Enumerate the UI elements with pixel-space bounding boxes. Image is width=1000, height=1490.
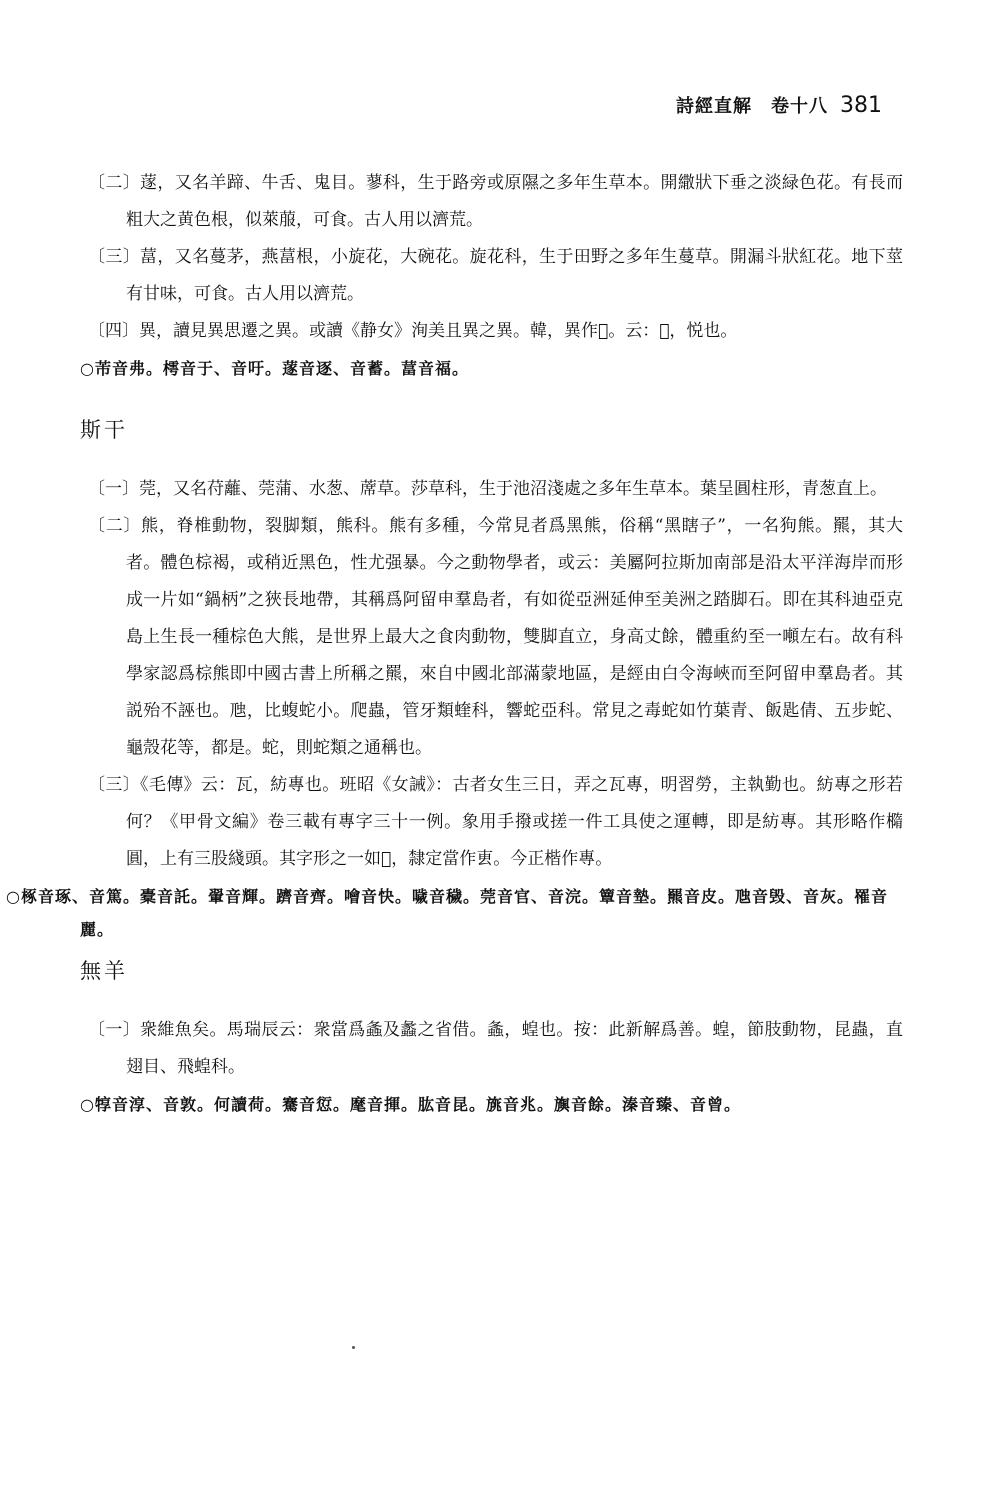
- note-text: 衆維魚矣。馬瑞辰云：衆當爲螽及蠡之省借。螽，蝗也。按：此新解爲善。蝗，節肢動物，昆蟲，直翅目、飛蝗科。: [126, 1020, 904, 1077]
- note-number: 〔一〕: [88, 479, 139, 499]
- note-text: 異，讀見異思遷之異。或讀《静女》洵美且異之異。韓，異作𢡺。云：𢡺，悦也。: [139, 321, 738, 341]
- note-item: [88, 767, 903, 878]
- pronunciation-line: ○椓音琢、音篤。橐音託。翬音輝。躋音齊。噲音快。噦音穢。莞音官、音浣。簟音墊。羆音皮。虺音毁、音灰。罹音麗。: [6, 887, 888, 939]
- note-text: 《毛傳》云：瓦，紡專也。班昭《女誡》：古者女生三日，弄之瓦專，明習勞，主執勤也。紡專之形若何？《甲骨文編》卷三載有專字三十一例。象用手撥或搓一件工具使之運轉，即是紡專。其形略作橢圓，上有三股綫頭。其字形之一如: [126, 775, 904, 869]
- note-item: [88, 471, 903, 508]
- oracle-bone-glyph: 𢼸: [381, 849, 392, 869]
- note-number: 〔一〕: [88, 1020, 141, 1040]
- note-number: 〔三〕: [88, 775, 141, 795]
- scan-speck: [352, 1346, 355, 1349]
- section-title-sigan: 斯干: [80, 418, 128, 442]
- note-number: 〔三〕: [88, 247, 141, 267]
- note-number: 〔二〕: [88, 173, 141, 193]
- note-text: 熊，脊椎動物，裂脚類，熊科。熊有多種，今常見者爲黑熊，俗稱“黑瞎子”，一名狗熊。羆，其大者。體色棕褐，或稍近黑色，性尤强暴。今之動物學者，或云：美屬阿拉斯加南部是沿太平洋海岸而形成一片如“鍋柄”之狹長地帶，其稱爲阿留申羣島者，有如從亞洲延伸至美洲之踏脚石。即在其科迪亞克島上生長一種棕色大熊，是世界上最大之食肉動物，雙脚直立，身高丈餘，體重約至一噸左右。故有科學家認爲棕熊即中國古書上所稱之羆，來自中國北部滿蒙地區，是經由白令海峽而至阿留申羣島者。其説殆不誣也。虺，比蝮蛇小。爬蟲，管牙類蝰科，響蛇亞科。常見之毒蛇如竹葉青、飯匙倩、五步蛇、龜殼花等，都是。蛇，則蛇類之通稱也。: [126, 516, 904, 758]
- note-text: ，隸定當作叀。今正楷作專。: [391, 849, 613, 869]
- running-head: [676, 92, 882, 118]
- section-title-wuyang: 無羊: [80, 959, 128, 983]
- note-text: 蓫，又名羊蹄、牛舌、鬼目。蓼科，生于路旁或原隰之多年生草本。開繖狀下垂之淡緑色花。有長而粗大之黄色根，似萊菔，可食。古人用以濟荒。: [126, 173, 904, 230]
- main-content: [6, 165, 904, 1121]
- note-item: [88, 1012, 903, 1086]
- page-number: 381: [840, 93, 882, 118]
- note-item: [88, 165, 903, 239]
- note-number: 〔四〕: [88, 321, 139, 341]
- running-title: 詩經直解 卷十八: [676, 96, 828, 117]
- note-item: [88, 313, 903, 350]
- pronunciation-line: ○芾音弗。樗音于、音吁。蓫音逐、音蓄。葍音福。: [80, 359, 469, 378]
- note-text: 莞，又名苻蘺、莞蒲、水葱、蓆草。莎草科，生于池沼淺處之多年生草本。葉呈圓柱形，青葱直上。: [139, 479, 887, 499]
- note-item: [88, 508, 903, 767]
- note-text: 葍，又名蔓茅，燕葍根，小旋花，大碗花。旋花科，生于田野之多年生蔓草。開漏斗狀紅花。地下莖有甘味，可食。古人用以濟荒。: [126, 247, 904, 304]
- pronunciation-line: ○犉音淳、音敦。何讀荷。騫音愆。麾音揮。肱音昆。旐音兆。旟音餘。溱音臻、音曾。: [80, 1095, 741, 1114]
- note-number: 〔二〕: [88, 516, 142, 536]
- note-item: [88, 239, 903, 313]
